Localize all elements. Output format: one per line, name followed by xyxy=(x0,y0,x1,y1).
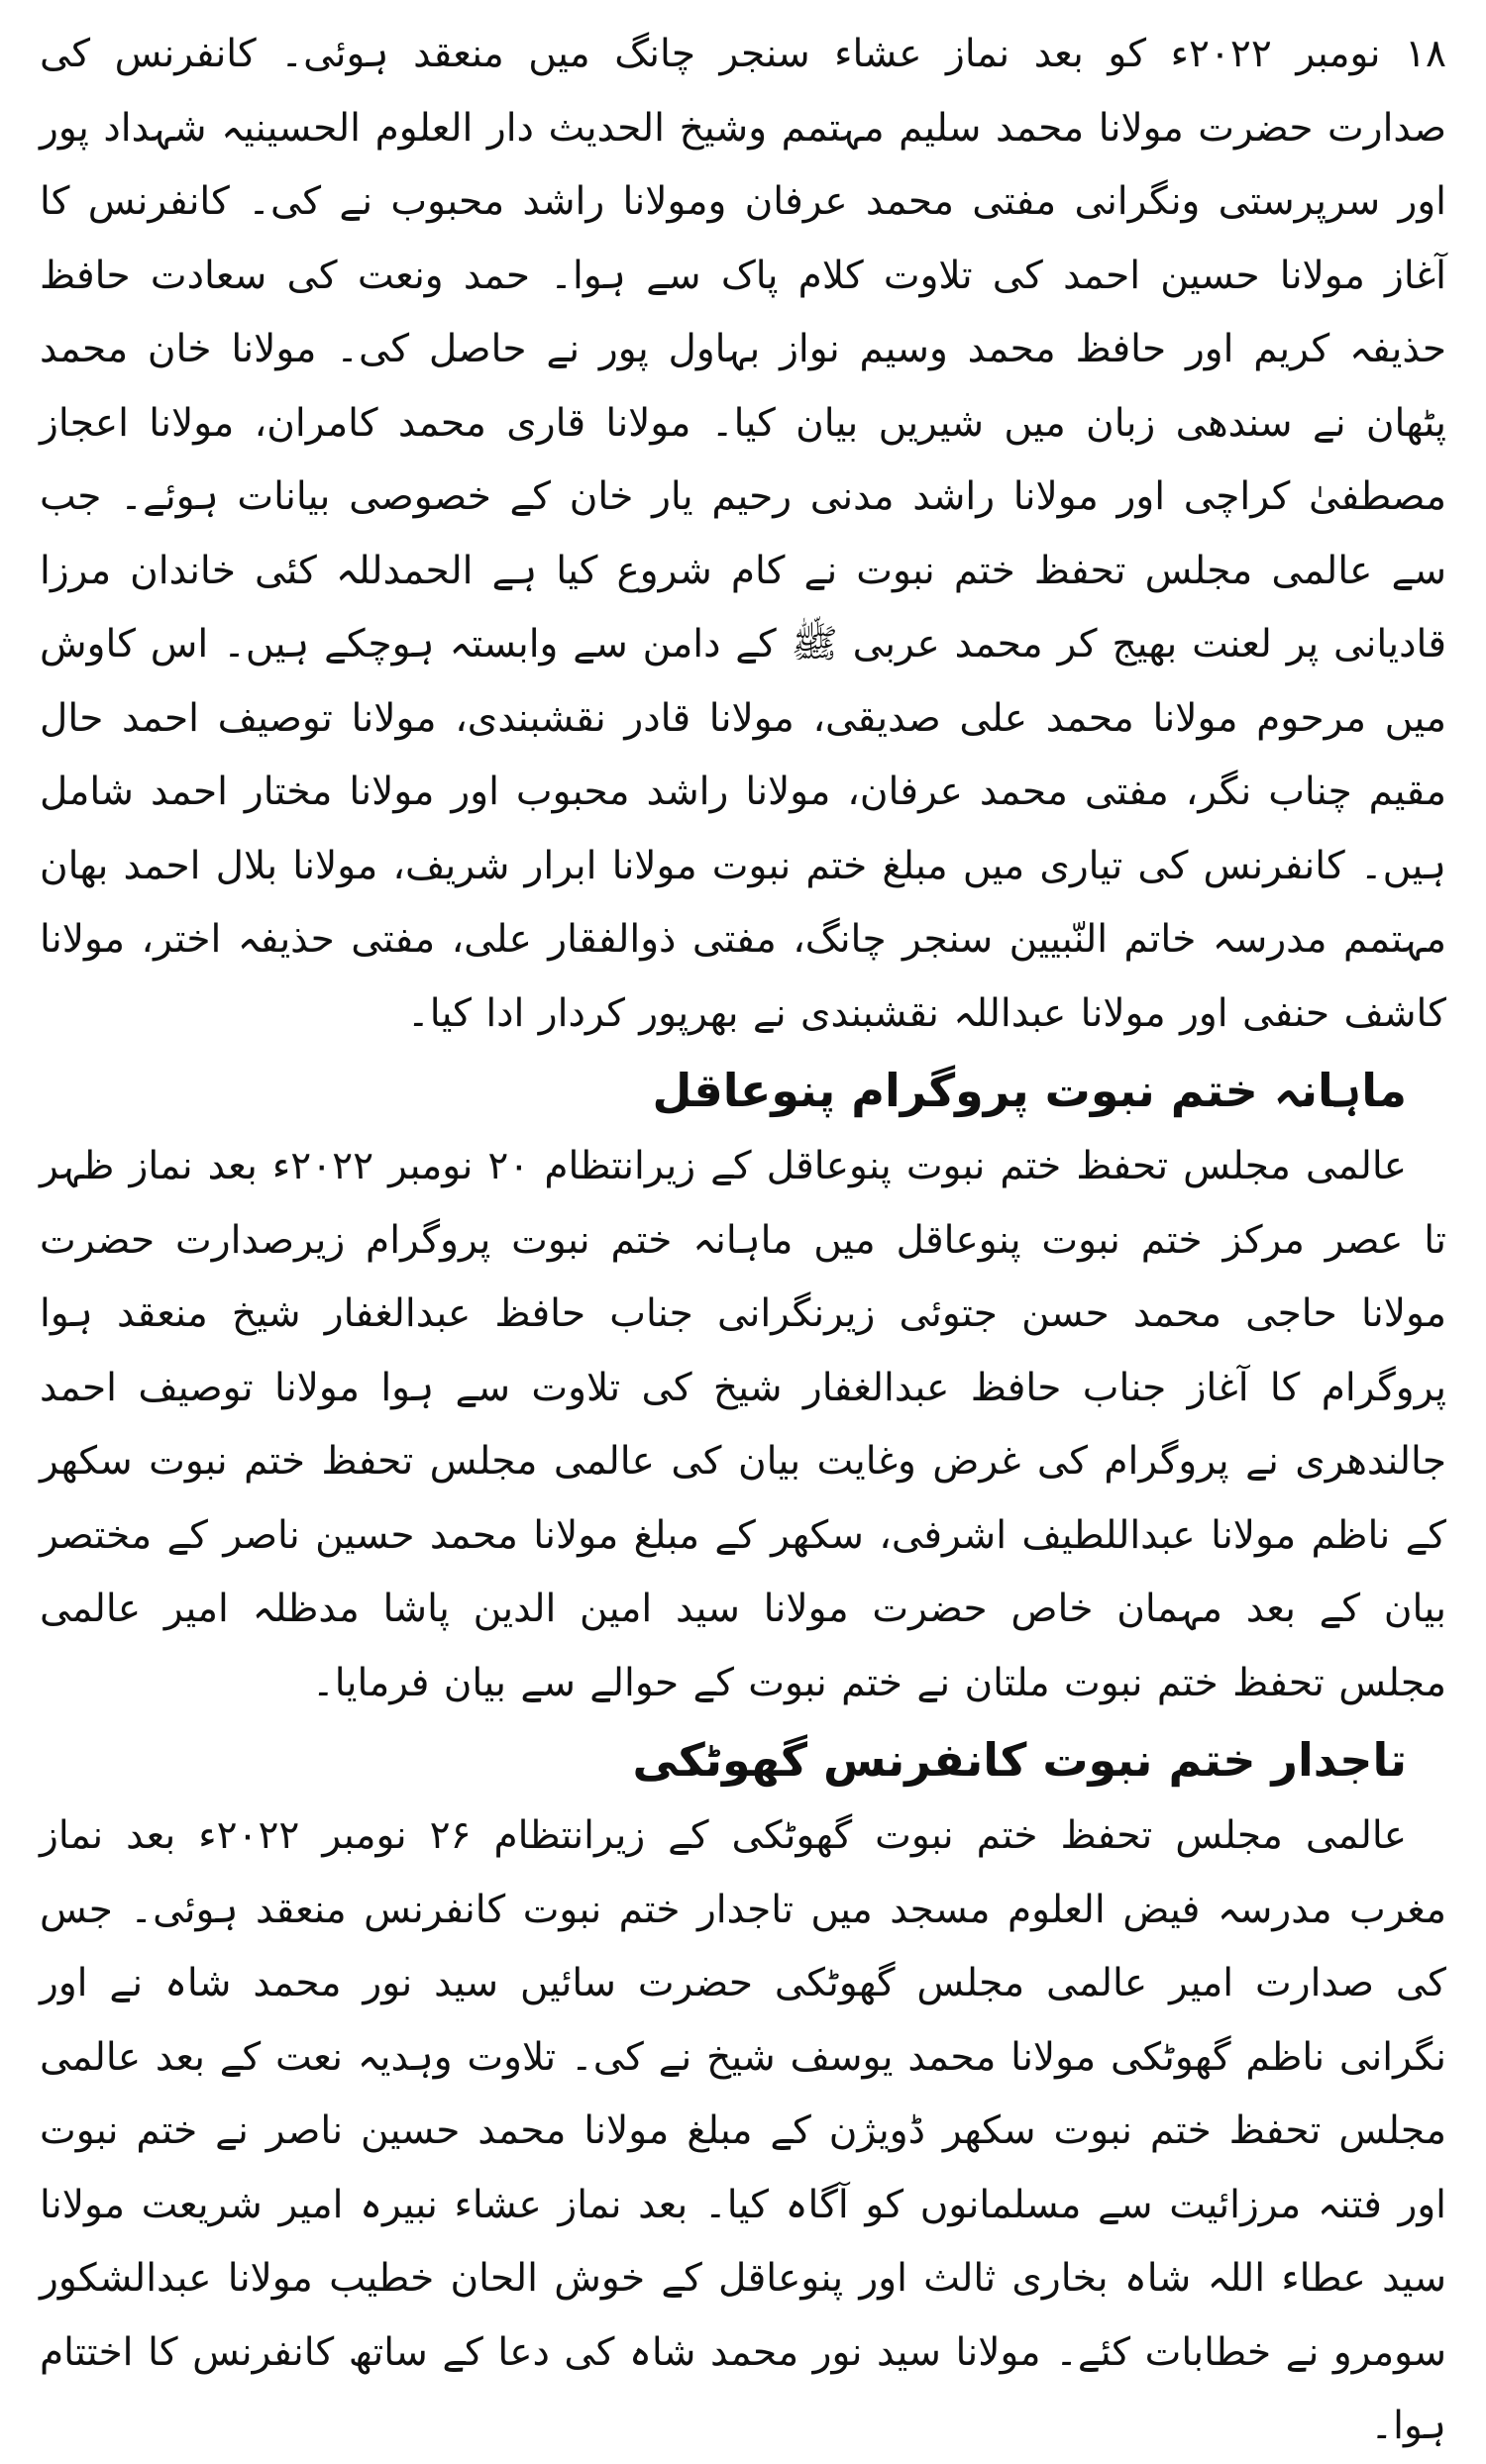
section-heading-monthly-program: ماہانہ ختم نبوت پروگرام پنوعاقل xyxy=(652,1064,1407,1117)
conference-report-paragraph: ۱۸ نومبر ۲۰۲۲ء کو بعد نماز عشاء سنجر چانگ میں منعقد ہوئی۔ کانفرنس کی صدارت حضرت مولانا محمد سلیم مہتمم وشیخ الحدیث دار العلوم الحسینیہ شہداد پور اور سرپرستی ونگرانی مفتی محمد عرفان ومولانا راشد محبوب نے کی۔ کانفرنس کا آغاز مولانا حسین احمد کی تلاوت کلام پاک سے ہوا۔ حمد ونعت کی سعادت حافظ حذیفہ کریم اور حافظ محمد وسیم نواز بہاول پور نے حاصل کی۔ مولانا خان محمد پٹھان نے سندھی زبان میں شیریں بیان کیا۔ مولانا قاری محمد کامران، مولانا اعجاز مصطفیٰ کراچی اور مولانا راشد مدنی رحیم یار خان کے خصوصی بیانات ہوئے۔ جب سے عالمی مجلس تحفظ ختم نبوت نے کام شروع کیا ہے الحمدللہ کئی خاندان مرزا قادیانی پر لعنت بھیج کر محمد عربی ﷺ کے دامن سے وابستہ ہوچکے ہیں۔ اس کاوش میں مرحوم مولانا محمد علی صدیقی، مولانا قادر نقشبندی، مولانا توصیف احمد حال مقیم چناب نگر، مفتی محمد عرفان، مولانا راشد محبوب اور مولانا مختار احمد شامل ہیں۔ کانفرنس کی تیاری میں مبلغ ختم نبوت مولانا ابرار شریف، مولانا بلال احمد بھان مہتمم مدرسہ خاتم النّبیین سنجر چانگ، مفتی ذوالفقار علی، مفتی حذیفہ اختر، مولانا کاشف حنفی اور مولانا عبداللہ نقشبندی نے بھرپور کردار ادا کیا۔ xyxy=(40,32,1446,1036)
ghotki-conference-paragraph: عالمی مجلس تحفظ ختم نبوت گھوٹکی کے زیرانتظام ۲۶ نومبر ۲۰۲۲ء بعد نماز مغرب مدرسہ فیض العلوم مسجد میں تاجدار ختم نبوت کانفرنس منعقد ہوئی۔ جس کی صدارت امیر عالمی مجلس گھوٹکی حضرت سائیں سید نور محمد شاہ نے اور نگرانی ناظم گھوٹکی مولانا محمد یوسف شیخ نے کی۔ تلاوت وہدیہ نعت کے بعد عالمی مجلس تحفظ ختم نبوت سکھر ڈویژن کے مبلغ مولانا محمد حسین ناصر نے ختم نبوت اور فتنہ مرزائیت سے مسلمانوں کو آگاہ کیا۔ بعد نماز عشاء نبیرہ امیر شریعت مولانا سید عطاء اللہ شاہ بخاری ثالث اور پنوعاقل کے خوش الحان خطیب مولانا عبدالشکور سومرو نے خطابات کئے۔ مولانا سید نور محمد شاہ کی دعا کے ساتھ کانفرنس کا اختتام ہوا۔ xyxy=(40,1813,1446,2448)
section-heading-ghotki-conference: تاجدار ختم نبوت کانفرنس گھوٹکی xyxy=(632,1733,1407,1787)
monthly-program-paragraph: عالمی مجلس تحفظ ختم نبوت پنوعاقل کے زیرانتظام ۲۰ نومبر ۲۰۲۲ء بعد نماز ظہر تا عصر مرکز ختم نبوت پنوعاقل میں ماہانہ ختم نبوت پروگرام زیرصدارت حضرت مولانا حاجی محمد حسن جتوئی زیرنگرانی جناب حافظ عبدالغفار شیخ منعقد ہوا پروگرام کا آغاز جناب حافظ عبدالغفار شیخ کی تلاوت سے ہوا مولانا توصیف احمد جالندھری نے پروگرام کی غرض وغایت بیان کی عالمی مجلس تحفظ ختم نبوت سکھر کے ناظم مولانا عبداللطیف اشرفی، سکھر کے مبلغ مولانا محمد حسین ناصر کے مختصر بیان کے بعد مہمان خاص حضرت مولانا سید امین الدین پاشا مدظلہ امیر عالمی مجلس تحفظ ختم نبوت ملتان نے ختم نبوت کے حوالے سے بیان فرمایا۔ xyxy=(40,1144,1446,1705)
